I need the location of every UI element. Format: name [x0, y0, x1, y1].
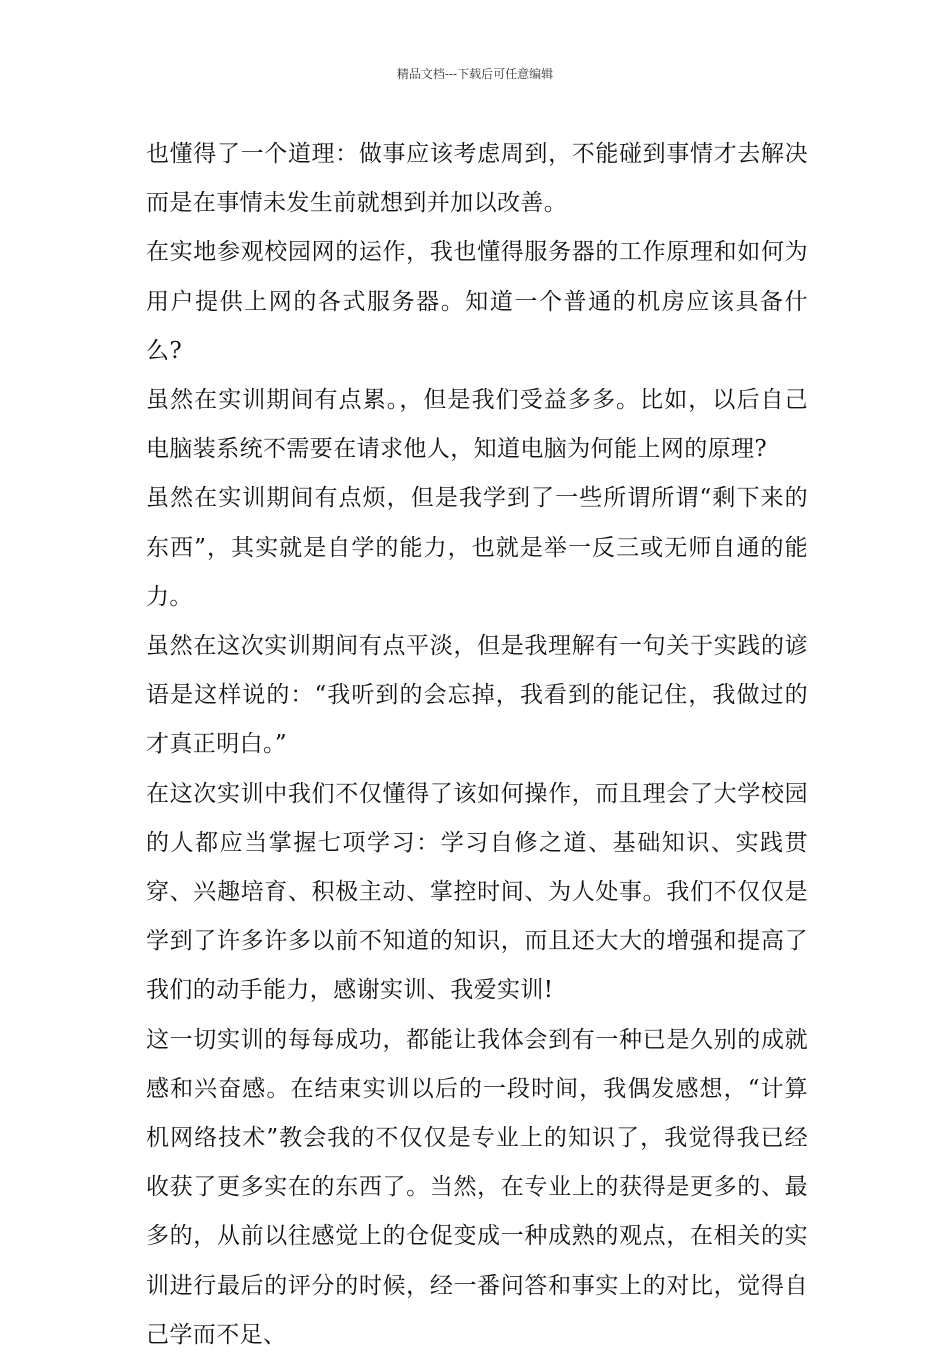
page-header: 精品文档---下载后可任意编辑	[396, 67, 554, 81]
paragraph-1: 也懂得了一个道理：做事应该考虑周到，不能碰到事情才去解决而是在事情未发生前就想到并加以改善。	[146, 141, 808, 217]
paragraph-6: 在这次实训中我们不仅懂得了该如何操作，而且理会了大学校园的人都应当掌握七项学习：学习自修之道、基础知识、实践贯穿、兴趣培育、积极主动、掌控时间、为人处事。我们不仅仅是学到了许多许多以前不知道的知识，而且还大大的增强和提高了我们的动手能力，感谢实训、我爱实训!	[146, 780, 808, 1004]
paragraph-2: 在实地参观校园网的运作，我也懂得服务器的工作原理和如何为用户提供上网的各式服务器。知道一个普通的机房应该具备什么?	[146, 239, 808, 364]
paragraph-5: 虽然在这次实训期间有点平淡，但是我理解有一句关于实践的谚语是这样说的：“我听到的会忘掉，我看到的能记住，我做过的才真正明白。”	[146, 633, 808, 758]
paragraph-3: 虽然在实训期间有点累。，但是我们受益多多。比如，以后自己电脑装系统不需要在请求他人，知道电脑为何能上网的原理?	[146, 387, 808, 463]
paragraph-4: 虽然在实训期间有点烦，但是我学到了一些所谓所谓“剩下来的东西”，其实就是自学的能力，也就是举一反三或无师自通的能力。	[146, 485, 808, 610]
document-body	[146, 130, 808, 1360]
paragraph-7: 这一切实训的每每成功，都能让我体会到有一种已是久别的成就感和兴奋感。在结束实训以后的一段时间，我偶发感想，“计算机网络技术”教会我的不仅仅是专业上的知识了，我觉得我已经收获了更多实在的东西了。当然，在专业上的获得是更多的、最多的，从前以往感觉上的仓促变成一种成熟的观点，在相关的实训进行最后的评分的时候，经一番问答和事实上的对比，觉得自己学而不足、	[146, 1026, 808, 1348]
